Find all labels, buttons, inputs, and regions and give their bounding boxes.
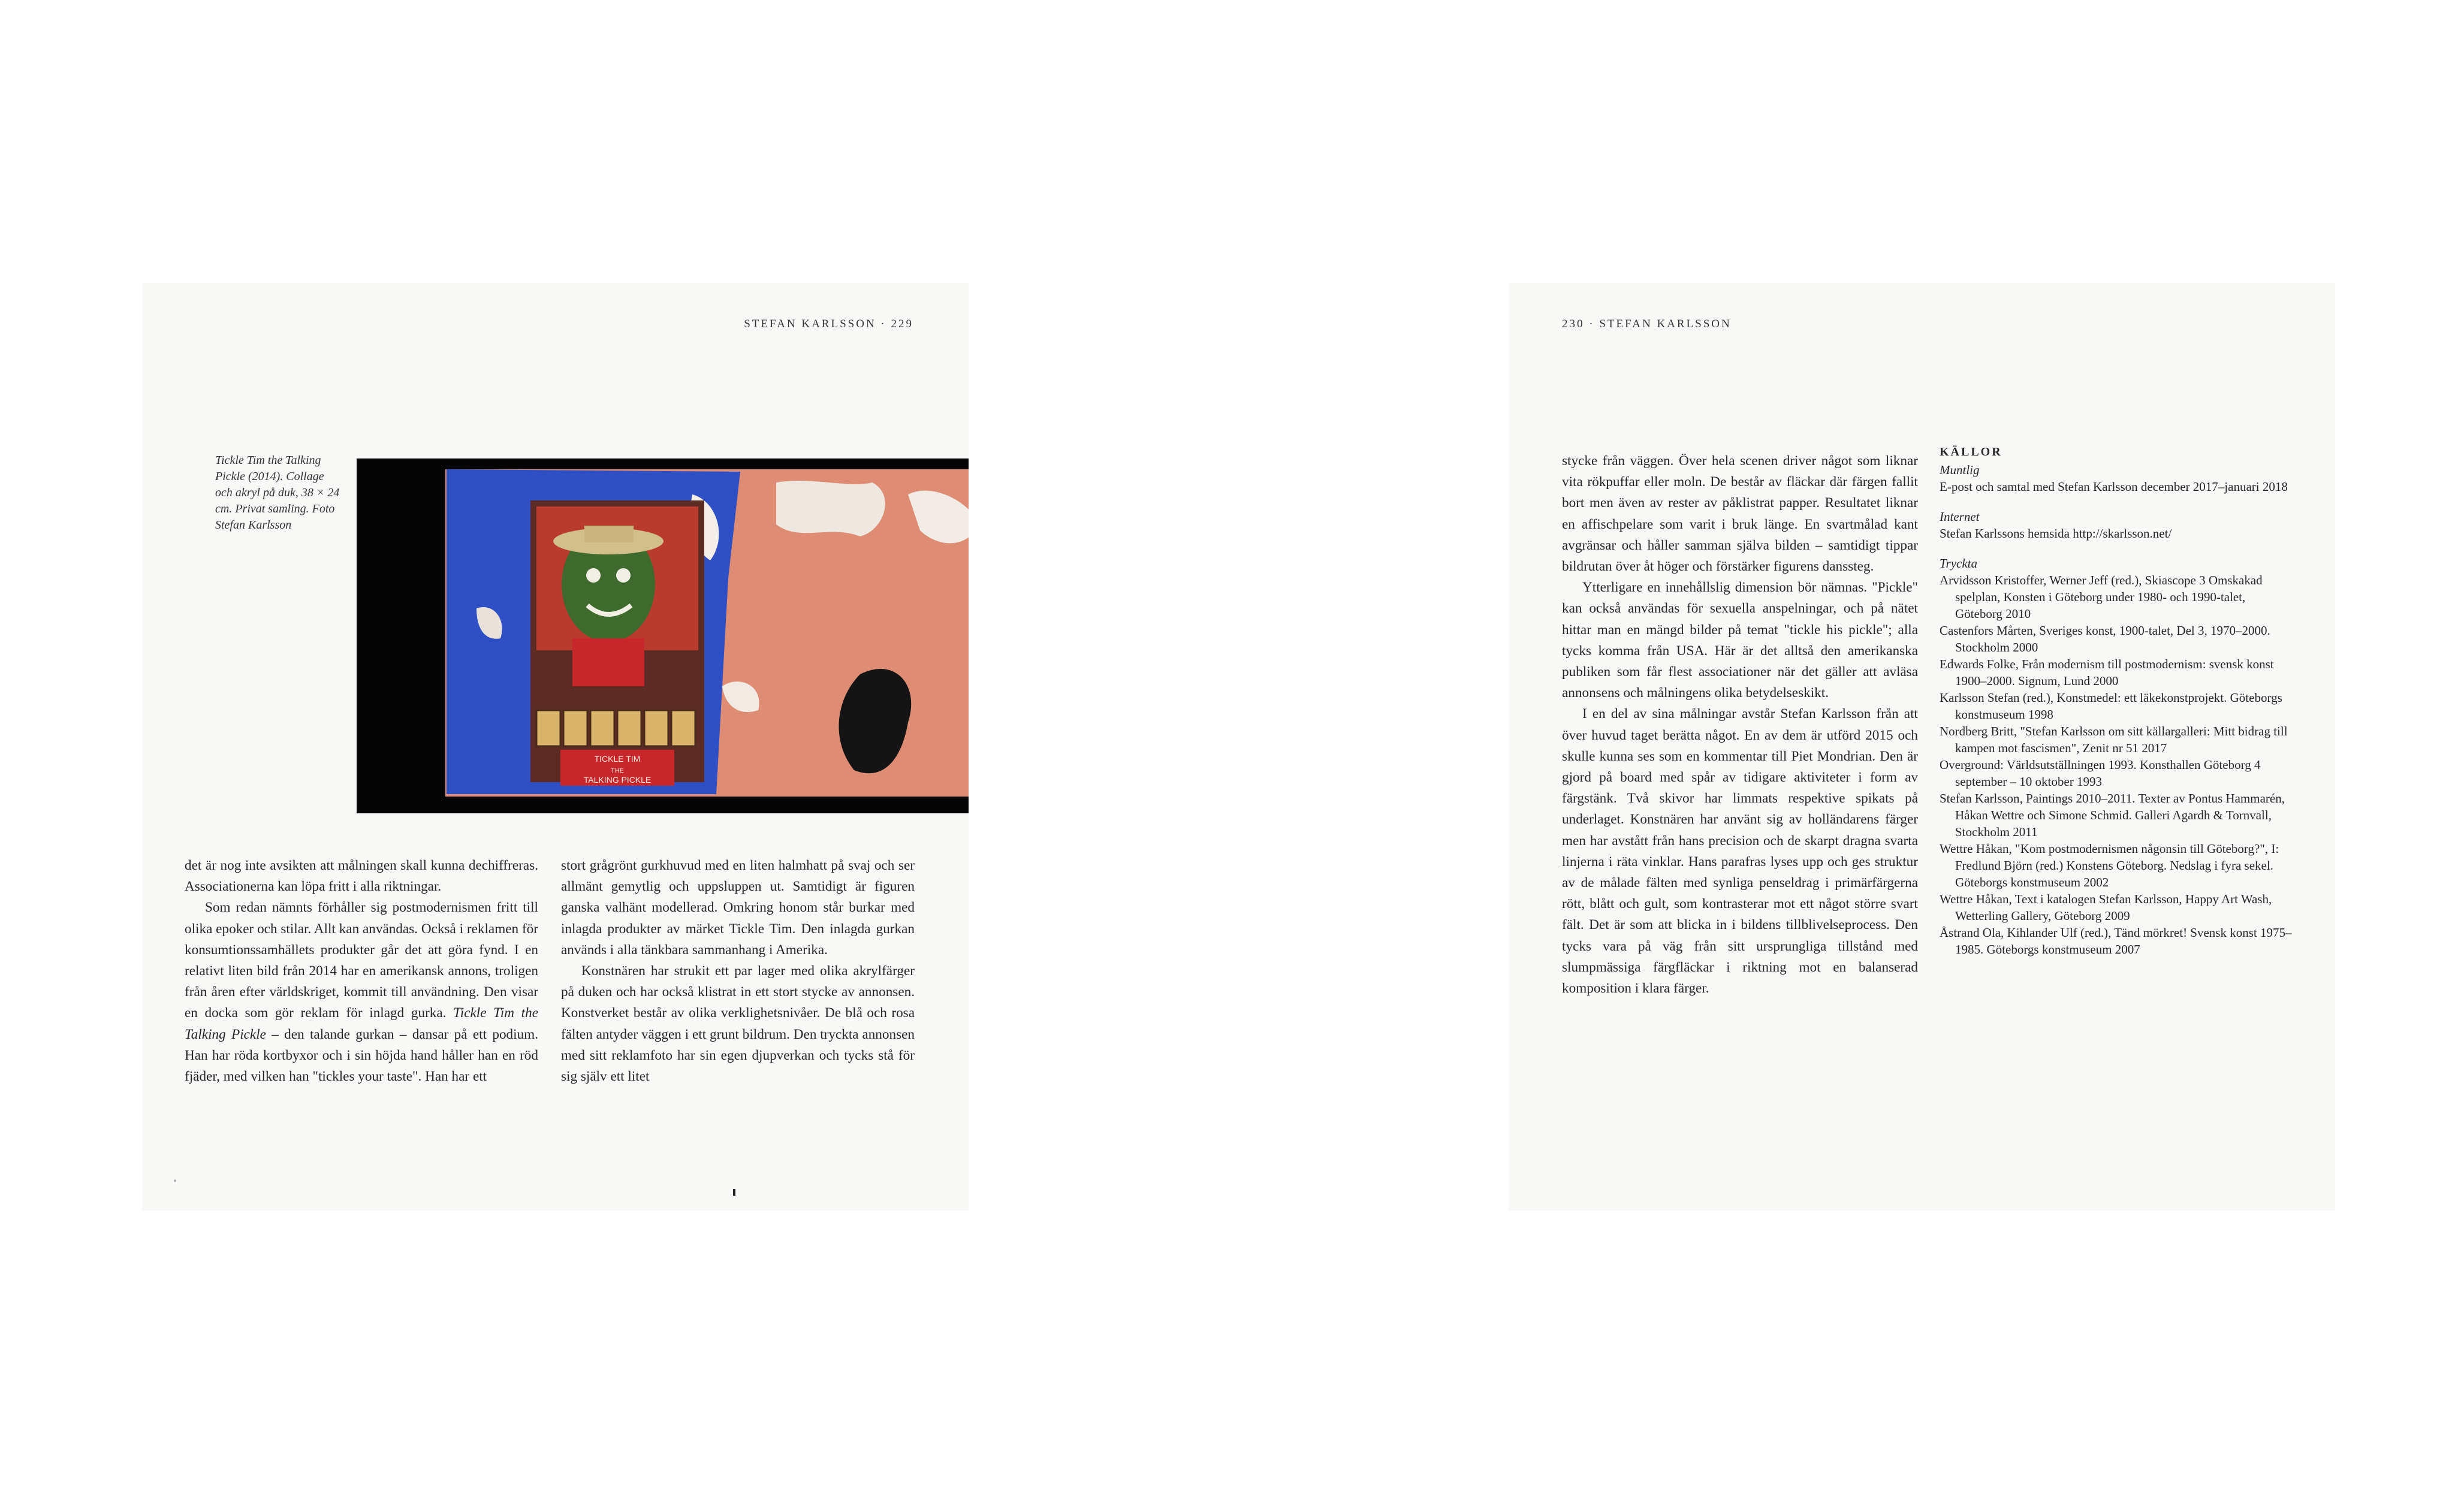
page-mark	[733, 1189, 735, 1196]
page-speck	[174, 1180, 176, 1182]
sources-oral-entry: E-post och samtal med Stefan Karlsson december 2017–januari 2018	[1940, 479, 2288, 494]
artwork-painting	[357, 459, 969, 813]
source-entry: Nordberg Britt, "Stefan Karlsson om sitt källargalleri: Mitt bidrag till kampen mot fascismen", Zenit nr 51 2017	[1940, 724, 2288, 755]
artwork-label-line-3: TALKING PICKLE	[583, 775, 652, 785]
artwork-title: Tickle Tim the Talking Pickle	[185, 1005, 538, 1042]
source-entry: Wettre Håkan, Text i katalogen Stefan Karlsson, Happy Art Wash, Wetterling Gallery, Göteborg 2009	[1940, 892, 2272, 923]
running-head-right: 230 · STEFAN KARLSSON	[1562, 318, 1732, 330]
left-page	[143, 283, 969, 1211]
source-entry: Wettre Håkan, "Kom postmodernismen någonsin till Göteborg?", I: Fredlund Björn (red.) Konstens Göteborg. Nedslag i fyra sekel. Göteborgs konstmuseum 2002	[1940, 841, 2279, 889]
sources-section	[1940, 445, 2293, 958]
right-column-1	[1562, 451, 1918, 999]
source-entry: Karlsson Stefan (red.), Konstmedel: ett läkekonstprojekt. Göteborgs konstmuseum 1998	[1940, 690, 2282, 722]
source-entry: Edwards Folke, Från modernism till postmodernism: svensk konst 1900–2000. Signum, Lund 2000	[1940, 657, 2274, 688]
artwork-label-line-1: TICKLE TIM	[594, 754, 641, 764]
right-page	[1509, 283, 2335, 1211]
source-entry: Åstrand Ola, Kihlander Ulf (red.), Tänd mörkret! Svensk konst 1975–1985. Göteborgs konstmuseum 2007	[1940, 925, 2292, 957]
paragraph: I en del av sina målningar avstår Stefan Karlsson från att över huvud taget berätta något. En av dem är utförd 2015 och skulle kunna ses som en kommentar till Piet Mondrian. Den är gjord på board med spår av tidigare aktiviteter i form av färgstänk. Två skivor har limmats respektive spikats på underlaget. Konstnären har använt sig av holländarens färger men har avstått från hans precision och de skarpt dragna svarta linjerna i räta vinklar. Hans parafras lyses upp och ges struktur av de målade fälten med synliga penseldrag i primärfärgerna rött, blått och gult, som kontrasterar mot ett något större svart fält. Det är som att blicka in i bildens tillblivelseprocess. Den tycks vara på väg från sitt ursprungliga tillstånd med slumpmässiga färgfläckar i riktning mot en balanserad komposition i klara färger.	[1562, 706, 1918, 997]
sources-oral-heading: Muntlig	[1940, 463, 1980, 477]
paragraph: det är nog inte avsikten att målningen skall kunna dechiffreras. Associationerna kan löpa fritt i alla riktningar.	[185, 858, 538, 895]
paragraph	[185, 897, 538, 1087]
sources-heading: KÄLLOR	[1940, 445, 2002, 459]
paragraph: stycke från väggen. Över hela scenen driver något som liknar vita rökpuffar eller moln. De består av fläckar där färgen fallit bort men även av rester av påklistrat papper. Resultatet liknar en affischpelare som varit i bruk länge. En svartmålad kant avgränsar och håller samman själva bilden – samtidigt tippar bildrutan över åt höger och förstärker figurens danssteg.	[1562, 453, 1918, 575]
paragraph: Ytterligare en innehållslig dimension bör nämnas. "Pickle" kan också användas för sexuella anspelningar, och på nätet hittar man en mängd bilder på temat "tickle his pickle"; alla tycks komma från USA. Här är det alltså den amerikanska publiken som får flest associationer när det gäller att avläsa annonsens och målningens olika betydelseskikt.	[1562, 580, 1918, 701]
source-entry: Stefan Karlsson, Paintings 2010–2011. Texter av Pontus Hammarén, Håkan Wettre och Simone Schmid. Galleri Agardh & Tornvall, Stockholm 2011	[1940, 791, 2285, 839]
artwork-image	[357, 459, 969, 813]
sources-internet-entry: Stefan Karlssons hemsida http://skarlsson.net/	[1940, 526, 2172, 541]
source-entry: Overground: Världsutställningen 1993. Konsthallen Göteborg 4 september – 10 oktober 1993	[1940, 758, 2261, 789]
artwork-label-line-2: THE	[611, 767, 624, 774]
sources-internet-heading: Internet	[1940, 509, 1980, 524]
left-column-1	[185, 855, 538, 1087]
running-head-left: STEFAN KARLSSON · 229	[744, 318, 913, 330]
sources-printed-heading: Tryckta	[1940, 556, 1977, 571]
paragraph-text: Som redan nämnts förhåller sig postmodernismen fritt till olika epoker och stilar. Allt kan användas. Också i reklamen för konsumtionssamhällets produkter går det att göra fynd. I en relativt liten bild från 2014 har en amerikansk annons, troligen från åren efter världskriget, kommit till användning. Den visar en docka som gör reklam för inlagd gurka.	[185, 900, 538, 1021]
source-entry: Arvidsson Kristoffer, Werner Jeff (red.), Skiascope 3 Omskakad spelplan, Konsten i Göteborg under 1980- och 1990-talet, Göteborg 2010	[1940, 573, 2263, 621]
paragraph-text: – den talande gurkan – dansar på ett podium. Han har röda kortbyxor och i sin höjda hand håller han en röd fjäder, med vilken han "tickles your taste". Han har ett	[185, 1026, 538, 1085]
paragraph: Konstnären har strukit ett par lager med olika akrylfärger på duken och har också klistrat in ett stort stycke av annonsen. Konstverket består av olika verklighetsnivåer. De blå och rosa fälten antyder väggen i ett grunt bildrum. Den tryckta annonsen med sitt reklamfoto har sin egen djupverkan och tycks stå för sig själv ett litet	[561, 963, 915, 1085]
figure-caption: Tickle Tim the Talking Pickle (2014). Collage och akryl på duk, 38 × 24 cm. Privat samling. Foto Stefan Karlsson	[215, 454, 340, 532]
paragraph: stort grågrönt gurkhuvud med en liten halmhatt på svaj och ser allmänt gemytlig och uppsluppen ut. Samtidigt är figuren ganska valhänt modellerad. Omkring honom står burkar med inlagda produkter av märket Tickle Tim. Den inlagda gurkan används i alla tänkbara sammanhang i Amerika.	[561, 858, 915, 958]
left-column-2	[561, 855, 915, 1087]
source-entry: Castenfors Mårten, Sveriges konst, 1900-talet, Del 3, 1970–2000. Stockholm 2000	[1940, 623, 2270, 654]
